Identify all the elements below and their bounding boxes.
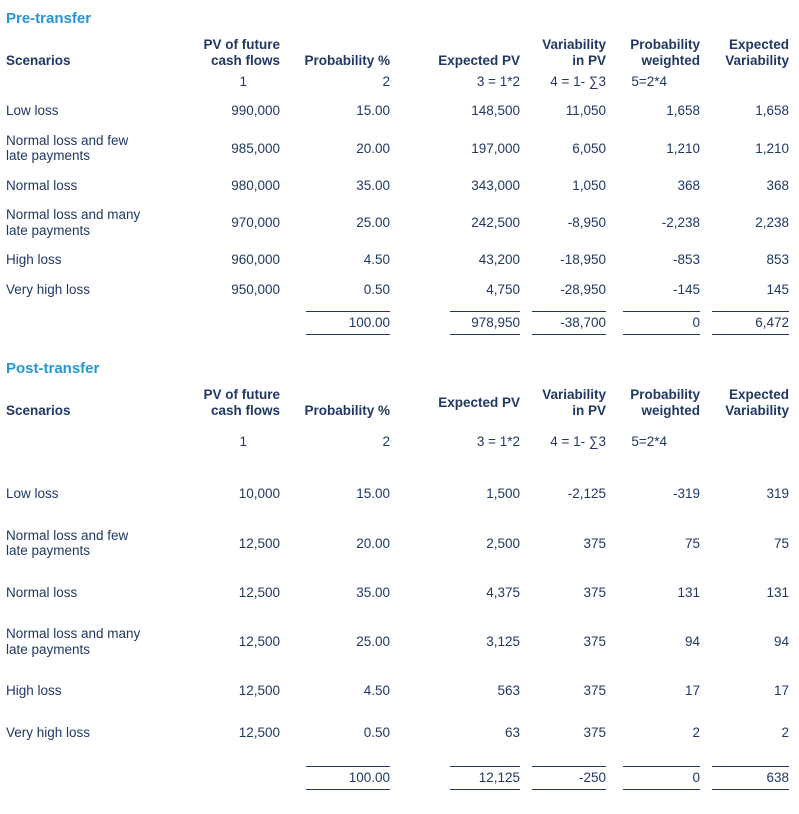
- totals-cell: [390, 753, 520, 803]
- total-value: 978,950: [450, 311, 520, 335]
- formula-cell-4: 4 = 1- ∑3: [550, 433, 606, 449]
- formula-cell-2: 2: [382, 433, 390, 449]
- scenario-label: Very high loss: [6, 281, 91, 297]
- header-row: [6, 387, 789, 422]
- value-cell: -145: [672, 281, 700, 297]
- scenario-cell: [6, 572, 188, 614]
- column-header-2: Probability %: [304, 402, 390, 418]
- scenario-cell: [6, 96, 188, 126]
- scenario-label: High loss: [6, 683, 62, 699]
- header-row: [6, 37, 789, 72]
- total-value: 100.00: [306, 311, 390, 335]
- table-row: [6, 245, 789, 275]
- total-value: 0: [623, 311, 700, 335]
- column-header-0: Scenarios: [6, 52, 71, 68]
- formula-cell-5: 5=2*4: [631, 73, 667, 89]
- value-cell: 131: [677, 584, 700, 600]
- value-cell: 20.00: [356, 535, 390, 551]
- value-cell: 15.00: [356, 103, 390, 119]
- totals-cell: [606, 753, 700, 803]
- value-cell: 2,238: [755, 215, 789, 231]
- value-cell: 94: [773, 634, 789, 650]
- value-cell: 853: [766, 252, 789, 268]
- value-cell: 20.00: [356, 140, 390, 156]
- formula-cell-1: 1: [239, 73, 247, 89]
- value-cell: 11,050: [565, 103, 606, 119]
- total-value: 638: [712, 766, 789, 790]
- value-cell: 148,500: [471, 103, 520, 119]
- totals-cell: [520, 753, 606, 803]
- formula-cell-3: 3 = 1*2: [476, 73, 520, 89]
- column-header-6: Expected Variability: [725, 387, 789, 418]
- value-cell: 375: [583, 683, 606, 699]
- formula-row: [6, 422, 789, 474]
- table-row: [6, 613, 789, 670]
- formula-row: [6, 72, 789, 97]
- total-value: -38,700: [532, 311, 606, 335]
- totals-empty-cell: [188, 304, 280, 342]
- total-value: 100.00: [306, 766, 390, 790]
- column-header-0: Scenarios: [6, 402, 71, 418]
- value-cell: 35.00: [356, 177, 390, 193]
- value-cell: 980,000: [231, 177, 280, 193]
- value-cell: 12,500: [238, 683, 280, 699]
- formula-cell-0: [6, 72, 188, 97]
- value-cell: 368: [766, 177, 789, 193]
- totals-cell: [280, 753, 390, 803]
- scenario-cell: [6, 613, 188, 670]
- column-header-3: Expected PV: [438, 394, 520, 410]
- table-row: [6, 96, 789, 126]
- totals-cell: [280, 304, 390, 342]
- table-row: [6, 670, 789, 712]
- value-cell: 131: [766, 584, 789, 600]
- total-value: 0: [623, 766, 700, 790]
- scenario-cell: [6, 200, 188, 245]
- value-cell: 319: [766, 486, 789, 502]
- scenario-label: Very high loss: [6, 724, 91, 740]
- value-cell: 25.00: [356, 215, 390, 231]
- value-cell: 950,000: [231, 281, 280, 297]
- pre-transfer-table: [6, 37, 789, 342]
- value-cell: 4.50: [363, 683, 390, 699]
- value-cell: 6,050: [572, 140, 606, 156]
- value-cell: 375: [583, 535, 606, 551]
- value-cell: 25.00: [356, 634, 390, 650]
- value-cell: 563: [497, 683, 520, 699]
- scenario-label: Normal loss: [6, 177, 78, 193]
- value-cell: 985,000: [231, 140, 280, 156]
- pre-transfer-title: Pre-transfer: [6, 10, 92, 27]
- column-header-4: Variability in PV: [542, 387, 606, 418]
- formula-cell-1: 1: [239, 433, 247, 449]
- value-cell: 63: [504, 724, 520, 740]
- value-cell: -28,950: [560, 281, 606, 297]
- value-cell: 94: [684, 634, 700, 650]
- post-transfer-title: Post-transfer: [6, 360, 100, 377]
- value-cell: -853: [672, 252, 700, 268]
- value-cell: -319: [672, 486, 700, 502]
- column-header-4: Variability in PV: [542, 37, 606, 68]
- scenario-label: Normal loss and few late payments: [6, 132, 129, 164]
- totals-row: [6, 753, 789, 803]
- scenario-cell: [6, 126, 188, 171]
- value-cell: 12,500: [238, 634, 280, 650]
- value-cell: 12,500: [238, 724, 280, 740]
- scenario-label: Low loss: [6, 486, 59, 502]
- table-row: [6, 200, 789, 245]
- column-header-3: Expected PV: [438, 52, 520, 68]
- table-row: [6, 473, 789, 515]
- value-cell: 2: [692, 724, 700, 740]
- scenario-label: Normal loss and many late payments: [6, 626, 141, 657]
- value-cell: 15.00: [356, 486, 390, 502]
- totals-cell: [606, 304, 700, 342]
- value-cell: 4,375: [486, 584, 520, 600]
- totals-cell: [700, 753, 789, 803]
- value-cell: 75: [684, 535, 700, 551]
- formula-cell-2: 2: [382, 73, 390, 89]
- column-header-5: Probability weighted: [630, 37, 700, 68]
- value-cell: 960,000: [231, 252, 280, 268]
- formula-cell-5: 5=2*4: [631, 433, 667, 449]
- column-header-1: PV of future cash flows: [203, 37, 280, 68]
- value-cell: -2,238: [661, 215, 700, 231]
- table-row: [6, 126, 789, 171]
- scenario-label: Normal loss: [6, 584, 78, 600]
- totals-row: [6, 304, 789, 342]
- value-cell: -2,125: [567, 486, 606, 502]
- value-cell: 1,658: [755, 103, 789, 119]
- scenario-label: High loss: [6, 252, 62, 268]
- totals-empty-cell: [6, 304, 188, 342]
- value-cell: 4,750: [486, 281, 520, 297]
- scenario-cell: [6, 171, 188, 201]
- value-cell: -8,950: [567, 215, 606, 231]
- value-cell: -18,950: [560, 252, 606, 268]
- post-transfer-section: [6, 360, 791, 803]
- column-header-2: Probability %: [304, 52, 390, 68]
- scenario-tables-container: [6, 10, 791, 803]
- table-row: [6, 712, 789, 754]
- value-cell: 368: [677, 177, 700, 193]
- scenario-cell: [6, 712, 188, 754]
- value-cell: 242,500: [471, 215, 520, 231]
- value-cell: 3,125: [486, 634, 520, 650]
- value-cell: 343,000: [471, 177, 520, 193]
- value-cell: 2,500: [486, 535, 520, 551]
- formula-cell-3: 3 = 1*2: [476, 433, 520, 449]
- scenario-cell: [6, 275, 188, 305]
- value-cell: 17: [773, 683, 789, 699]
- totals-cell: [520, 304, 606, 342]
- total-value: 12,125: [450, 766, 520, 790]
- column-header-6: Expected Variability: [725, 37, 789, 68]
- value-cell: 2: [781, 724, 789, 740]
- value-cell: 145: [766, 281, 789, 297]
- value-cell: 12,500: [238, 584, 280, 600]
- value-cell: 375: [583, 584, 606, 600]
- scenario-cell: [6, 515, 188, 572]
- total-value: -250: [532, 766, 606, 790]
- value-cell: 0.50: [363, 724, 390, 740]
- table-row: [6, 515, 789, 572]
- value-cell: 375: [583, 724, 606, 740]
- pre-transfer-section: [6, 10, 791, 342]
- table-row: [6, 275, 789, 305]
- value-cell: 75: [773, 535, 789, 551]
- value-cell: 1,050: [572, 177, 606, 193]
- scenario-label: Low loss: [6, 103, 59, 119]
- table-row: [6, 572, 789, 614]
- totals-cell: [390, 304, 520, 342]
- totals-cell: [700, 304, 789, 342]
- scenario-cell: [6, 473, 188, 515]
- total-value: 6,472: [712, 311, 789, 335]
- value-cell: 12,500: [238, 535, 280, 551]
- value-cell: 375: [583, 634, 606, 650]
- value-cell: 1,658: [666, 103, 700, 119]
- value-cell: 990,000: [231, 103, 280, 119]
- value-cell: 4.50: [363, 252, 390, 268]
- post-transfer-table: [6, 387, 789, 803]
- formula-cell-6: [700, 72, 789, 97]
- value-cell: 970,000: [231, 215, 280, 231]
- column-header-1: PV of future cash flows: [203, 387, 280, 418]
- scenario-cell: [6, 245, 188, 275]
- scenario-label: Normal loss and few late payments: [6, 527, 129, 559]
- totals-empty-cell: [6, 753, 188, 803]
- value-cell: 10,000: [238, 486, 280, 502]
- value-cell: 43,200: [478, 252, 520, 268]
- value-cell: 1,210: [666, 140, 700, 156]
- table-row: [6, 171, 789, 201]
- value-cell: 197,000: [471, 140, 520, 156]
- scenario-label: Normal loss and many late payments: [6, 207, 141, 238]
- formula-cell-6: [700, 422, 789, 474]
- value-cell: 17: [684, 683, 700, 699]
- formula-cell-0: [6, 422, 188, 474]
- scenario-cell: [6, 670, 188, 712]
- column-header-5: Probability weighted: [630, 387, 700, 418]
- value-cell: 1,500: [486, 486, 520, 502]
- formula-cell-4: 4 = 1- ∑3: [550, 73, 606, 89]
- value-cell: 35.00: [356, 584, 390, 600]
- totals-empty-cell: [188, 753, 280, 803]
- value-cell: 0.50: [363, 281, 390, 297]
- value-cell: 1,210: [755, 140, 789, 156]
